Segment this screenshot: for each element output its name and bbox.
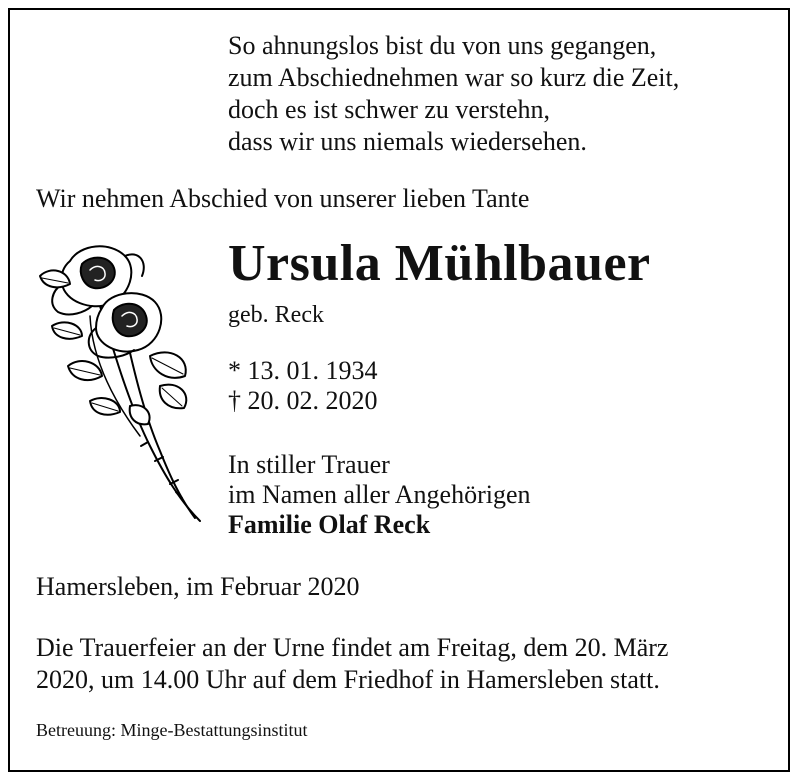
deceased-name: Ursula Mühlbauer xyxy=(228,235,651,292)
poem-line: So ahnungslos bist du von uns gegangen, xyxy=(228,31,657,60)
poem-line: zum Abschiednehmen war so kurz die Zeit, xyxy=(228,63,680,92)
poem-line: doch es ist schwer zu verstehn, xyxy=(228,95,551,124)
farewell-intro: Wir nehmen Abschied von unserer lieben Tante xyxy=(36,184,530,213)
service-notice xyxy=(36,632,766,696)
death-date: † 20. 02. 2020 xyxy=(228,386,378,415)
service-line: 2020, um 14.00 Uhr auf dem Friedhof in Hamersleben statt. xyxy=(36,665,660,694)
poem-verse xyxy=(228,30,679,158)
mourners-block xyxy=(228,450,531,540)
funeral-home-credit: Betreuung: Minge-Bestattungsinstitut xyxy=(36,720,308,740)
poem-line: dass wir uns niemals wiedersehen. xyxy=(228,127,587,156)
place-date: Hamersleben, im Februar 2020 xyxy=(36,572,360,601)
service-line: Die Trauerfeier an der Urne findet am Freitag, dem 20. März xyxy=(36,633,669,662)
roses-illustration-icon xyxy=(30,236,220,526)
mourning-line: In stiller Trauer xyxy=(228,450,390,479)
family-name: Familie Olaf Reck xyxy=(228,510,431,539)
life-dates xyxy=(228,356,378,416)
birth-date: * 13. 01. 1934 xyxy=(228,356,378,385)
maiden-name: geb. Reck xyxy=(228,302,324,328)
relatives-line: im Namen aller Angehörigen xyxy=(228,480,531,509)
